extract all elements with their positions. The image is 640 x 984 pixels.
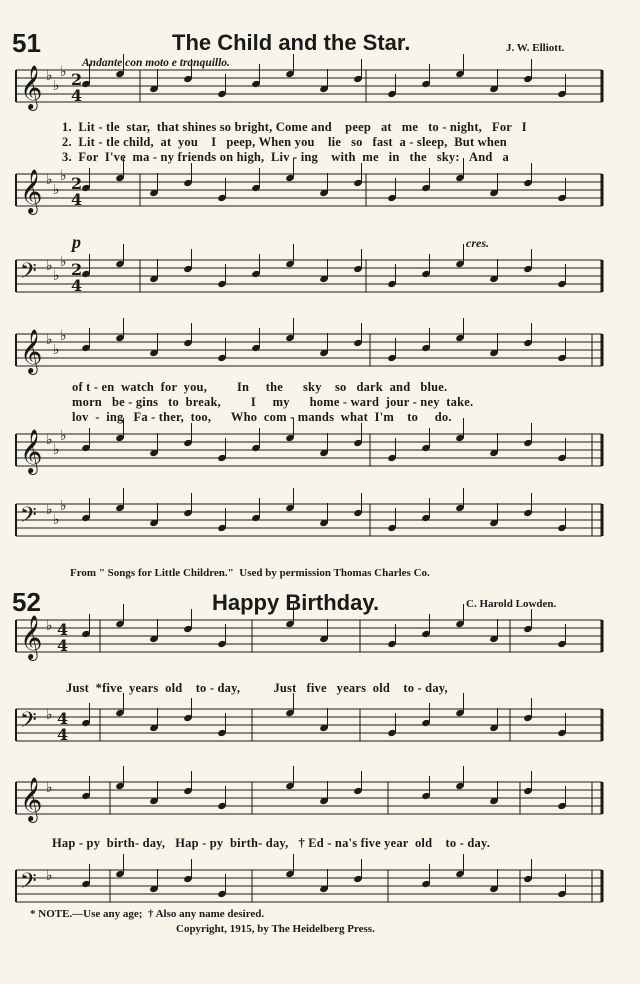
svg-text:♭: ♭ bbox=[46, 172, 53, 188]
svg-text:♭: ♭ bbox=[60, 168, 67, 184]
svg-text:♭: ♭ bbox=[53, 78, 60, 94]
svg-text:♭: ♭ bbox=[46, 68, 53, 84]
footnote: * NOTE.—Use any age; † Also any name desired. bbox=[30, 908, 265, 920]
svg-text:𝄞: 𝄞 bbox=[20, 429, 43, 473]
svg-text:4: 4 bbox=[57, 636, 69, 655]
composer: J. W. Elliott. bbox=[506, 42, 565, 54]
svg-text:𝄞: 𝄞 bbox=[20, 777, 43, 821]
svg-text:𝄞: 𝄞 bbox=[20, 65, 43, 109]
svg-text:♭: ♭ bbox=[53, 512, 60, 528]
svg-text:2: 2 bbox=[71, 260, 83, 279]
dynamic-crescendo: cres. bbox=[466, 236, 489, 250]
svg-text:4: 4 bbox=[71, 86, 83, 105]
hymn-title: Happy Birthday. bbox=[212, 590, 380, 615]
composer: C. Harold Lowden. bbox=[466, 598, 557, 610]
svg-text:𝄞: 𝄞 bbox=[20, 329, 43, 373]
svg-text:♭: ♭ bbox=[46, 332, 53, 348]
svg-text:4: 4 bbox=[57, 620, 69, 639]
system-3-bass-staff bbox=[0, 695, 640, 765]
svg-text:𝄢: 𝄢 bbox=[20, 503, 37, 533]
svg-text:♭: ♭ bbox=[60, 498, 67, 514]
svg-text:2: 2 bbox=[71, 70, 83, 89]
svg-text:4: 4 bbox=[71, 276, 83, 295]
system-3-treble-staff bbox=[0, 608, 640, 678]
system-2-bass-staff bbox=[0, 490, 640, 560]
svg-text:♭: ♭ bbox=[46, 780, 53, 796]
svg-text:♭: ♭ bbox=[46, 618, 53, 634]
verse-3-line-1: 3. For I've ma - ny friends on high, Liv - ing with me in the sky: And a bbox=[62, 150, 509, 164]
svg-text:♭: ♭ bbox=[53, 182, 60, 198]
svg-text:2: 2 bbox=[71, 174, 83, 193]
svg-text:♭: ♭ bbox=[60, 328, 67, 344]
svg-text:♭: ♭ bbox=[46, 258, 53, 274]
svg-text:4: 4 bbox=[57, 725, 69, 744]
svg-text:♭: ♭ bbox=[46, 868, 53, 884]
copyright-notice: Copyright, 1915, by The Heidelberg Press. bbox=[176, 923, 375, 935]
svg-text:♭: ♭ bbox=[53, 268, 60, 284]
system-4-treble-staff bbox=[0, 770, 640, 840]
dynamic-piano: p bbox=[72, 232, 81, 252]
svg-text:♭: ♭ bbox=[46, 502, 53, 518]
svg-text:4: 4 bbox=[57, 709, 69, 728]
svg-text:𝄢: 𝄢 bbox=[20, 259, 37, 289]
system-2-piano-treble bbox=[0, 420, 640, 490]
hymn-number: 51 bbox=[12, 28, 41, 58]
svg-text:𝄞: 𝄞 bbox=[20, 169, 43, 213]
verse-1-line-1: 1. Lit - tle star, that shines so bright, Come and peep at me to - night, For I bbox=[62, 120, 527, 134]
hymn-title: The Child and the Star. bbox=[172, 30, 411, 55]
system-1-piano-treble bbox=[0, 160, 640, 230]
svg-text:♭: ♭ bbox=[46, 707, 53, 723]
svg-text:4: 4 bbox=[71, 190, 83, 209]
lyrics-line-2: Hap - py birth- day, Hap - py birth- day, † Ed - na's five year old to - day. bbox=[52, 836, 491, 850]
system-1-treble-staff bbox=[0, 60, 640, 120]
system-2-treble-staff bbox=[0, 322, 640, 382]
verse-3-line-2: lov - ing Fa - ther, too, Who com - mands what I'm to do. bbox=[72, 410, 452, 424]
svg-text:♭: ♭ bbox=[46, 432, 53, 448]
lyrics-line-1: Just *five years old to - day, Just five years old to - day, bbox=[66, 681, 448, 695]
hymn-number: 52 bbox=[12, 587, 41, 617]
verse-2-line-2: morn be - gins to break, I my home - ward jour - ney take. bbox=[72, 395, 474, 409]
svg-text:𝄢: 𝄢 bbox=[20, 708, 37, 738]
source-credit: From " Songs for Little Children." Used by permission Thomas Charles Co. bbox=[70, 567, 430, 579]
svg-text:𝄞: 𝄞 bbox=[20, 615, 43, 659]
svg-text:♭: ♭ bbox=[60, 428, 67, 444]
svg-text:♭: ♭ bbox=[53, 342, 60, 358]
verse-2-line-1: 2. Lit - tle child, at you I peep, When you lie so fast a - sleep, But when bbox=[62, 135, 507, 149]
system-4-bass-staff bbox=[0, 858, 640, 913]
svg-text:♭: ♭ bbox=[53, 442, 60, 458]
verse-1-line-2: of t - en watch for you, In the sky so dark and blue. bbox=[72, 380, 448, 394]
svg-text:♭: ♭ bbox=[60, 254, 67, 270]
system-1-bass-staff bbox=[0, 246, 640, 316]
svg-text:♭: ♭ bbox=[60, 64, 67, 80]
svg-text:𝄢: 𝄢 bbox=[20, 869, 37, 899]
tempo-marking: Andante con moto e tranquillo. bbox=[82, 57, 230, 69]
